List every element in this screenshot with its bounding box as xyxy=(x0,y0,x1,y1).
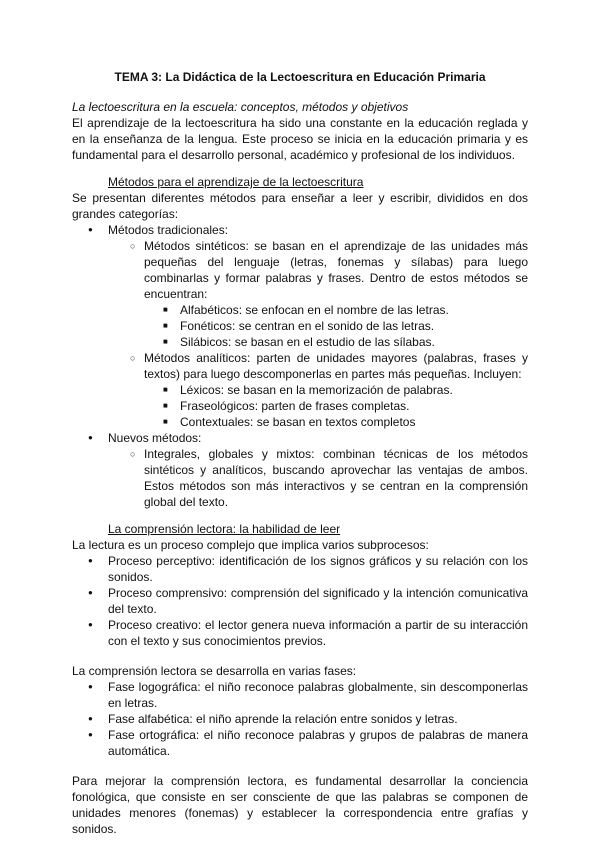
document-title: TEMA 3: La Didáctica de la Lectoescritura en Educación Primaria xyxy=(114,70,486,84)
list-item: ● Nuevos métodos: xyxy=(72,430,528,446)
process-list xyxy=(72,553,528,649)
paragraph: Para mejorar la comprensión lectora, es fundamental desarrollar la conciencia fonológica, que consiste en ser consciente de que las palabras se componen de unidades menores (fonemas) y establecer la correspondencia entre grafías y sonidos. xyxy=(72,774,528,836)
list-item: ■ Léxicos: se basan en la memorización de palabras. xyxy=(72,382,528,398)
list-item: ○ Métodos sintéticos: se basan en el aprendizaje de las unidades más pequeñas del lenguaje (letras, fonemas y sílabas) para luego combinarlas y formar palabras y frases. Dentro de estos métodos se encuentran: xyxy=(72,238,528,302)
list-item: ■ Alfabéticos: se enfocan en el nombre de las letras. xyxy=(72,302,528,318)
list-item: ● Proceso creativo: el lector genera nueva información a partir de su interacción con el texto y sus conocimientos previos. xyxy=(72,617,528,649)
list-item: ● Proceso perceptivo: identificación de los signos gráficos y su relación con los sonidos. xyxy=(72,553,528,585)
phases-list xyxy=(72,679,528,759)
paragraph: La comprensión lectora se desarrolla en varias fases: xyxy=(72,664,357,678)
paragraph: La lectura es un proceso complejo que implica varios subprocesos: xyxy=(72,538,429,552)
section-heading: La comprensión lectora: la habilidad de leer xyxy=(108,522,341,536)
list-item: ● Fase ortográfica: el niño reconoce palabras y grupos de palabras de manera automática. xyxy=(72,727,528,759)
paragraph: El aprendizaje de la lectoescritura ha sido una constante en la educación reglada y en la enseñanza de la lengua. Este proceso se inicia en la educación primaria y es fundamental para el desarrollo personal, académico y profesional de los individuos. xyxy=(72,116,528,162)
list-item: ■ Fraseológicos: parten de frases completas. xyxy=(72,398,528,414)
list-item: ■ Fonéticos: se centran en el sonido de las letras. xyxy=(72,318,528,334)
list-item: ○ Integrales, globales y mixtos: combinan técnicas de los métodos sintéticos y analíticos, buscando aprovechar las ventajas de ambos. Estos métodos son más interactivos y se centran en la comprensión global del texto. xyxy=(72,446,528,510)
list-item: ○ Métodos analíticos: parten de unidades mayores (palabras, frases y textos) para luego descomponerlas en partes más pequeñas. Incluyen: xyxy=(72,350,528,382)
list-item: ● Métodos tradicionales: xyxy=(72,222,528,238)
paragraph: Se presentan diferentes métodos para enseñar a leer y escribir, divididos en dos grandes categorías: xyxy=(72,191,528,221)
section-heading: Métodos para el aprendizaje de la lectoescritura xyxy=(108,175,364,189)
list-item: ■ Contextuales: se basan en textos completos xyxy=(72,414,528,430)
list-item: ● Proceso comprensivo: comprensión del significado y la intención comunicativa del texto. xyxy=(72,585,528,617)
list-item: ● Fase logográfica: el niño reconoce palabras globalmente, sin descomponerlas en letras. xyxy=(72,679,528,711)
methods-list xyxy=(72,222,528,510)
list-item: ■ Silábicos: se basan en el estudio de las sílabas. xyxy=(72,334,528,350)
list-item: ● Fase alfabética: el niño aprende la relación entre sonidos y letras. xyxy=(72,711,528,727)
section-subtitle: La lectoescritura en la escuela: conceptos, métodos y objetivos xyxy=(72,100,409,114)
document-body xyxy=(72,69,528,837)
